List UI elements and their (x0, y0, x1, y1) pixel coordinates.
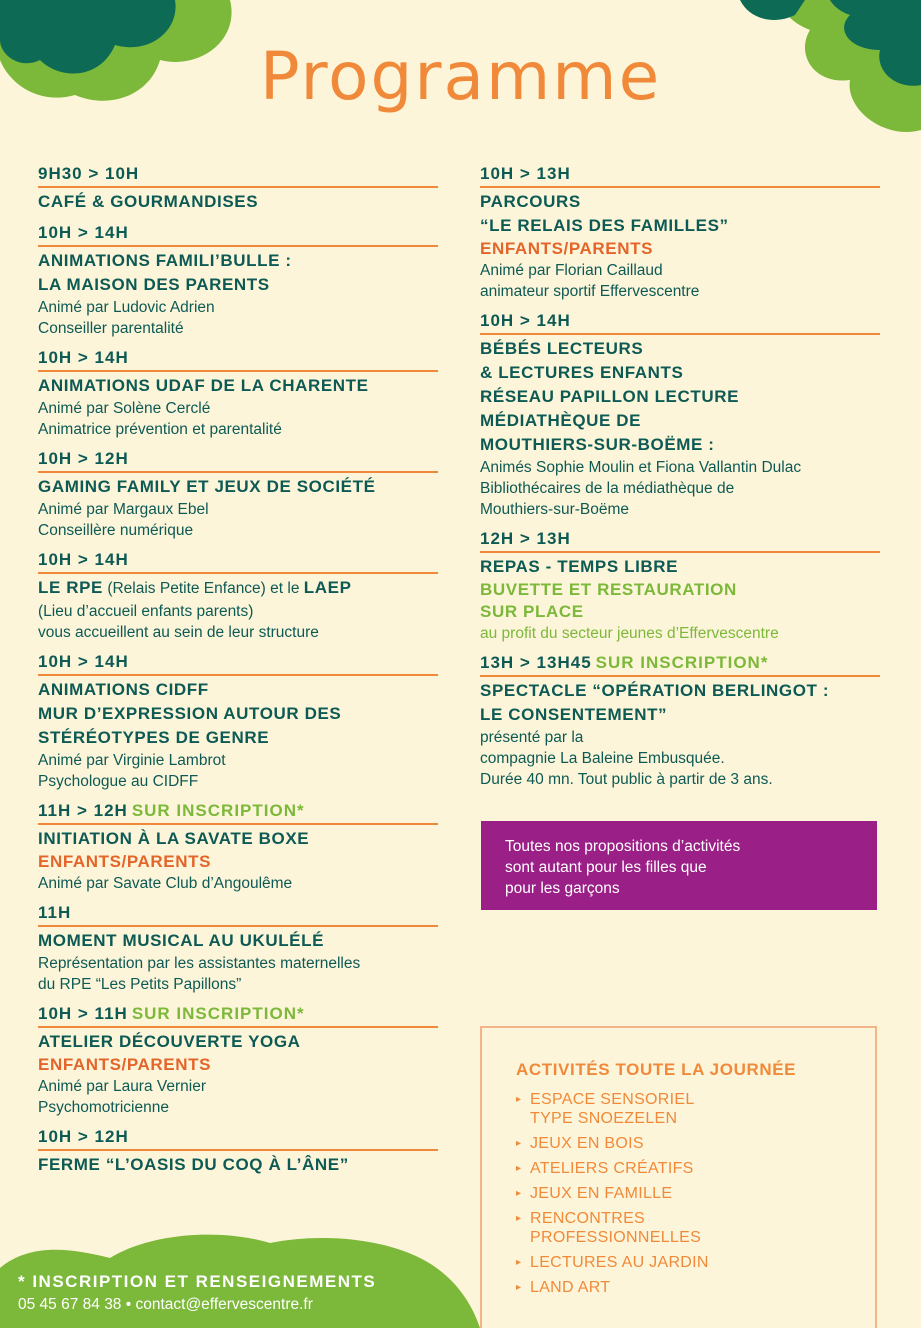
activity-label (530, 1090, 695, 1128)
time-slot (38, 222, 438, 247)
activity-heading: BÉBÉS LECTEURS (480, 339, 644, 358)
triangle-bullet-icon: ▸ (516, 1094, 522, 1105)
time-range: 11H (38, 903, 72, 922)
activity-label (530, 1184, 672, 1203)
activity-description: vous accueillent au sein de leur structure (38, 624, 319, 641)
time-slot (38, 800, 438, 825)
rpe-label: LE RPE (38, 578, 104, 597)
time-slot (38, 902, 438, 927)
activity-list-item (516, 1253, 841, 1272)
activity-list-item (516, 1278, 841, 1297)
notice-line: pour les garçons (505, 880, 620, 897)
activity-label-line: PROFESSIONNELLES (530, 1229, 702, 1246)
program-item (480, 528, 880, 644)
audience-tag: ENFANTS/PARENTS (38, 1055, 212, 1074)
activity-heading: SPECTACLE “OPÉRATION BERLINGOT : (480, 681, 830, 700)
program-item (480, 652, 880, 790)
time-range: 12H > 13H (480, 529, 571, 548)
activity-label (530, 1278, 610, 1297)
time-slot (38, 651, 438, 676)
activity-heading (38, 576, 438, 601)
registration-required-label: SUR INSCRIPTION* (131, 1004, 305, 1023)
activity-label-line: RENCONTRES (530, 1210, 646, 1227)
activity-label-line: JEUX EN FAMILLE (530, 1185, 673, 1202)
triangle-bullet-icon: ▸ (516, 1188, 522, 1199)
footer-title: * INSCRIPTION ET RENSEIGNEMENTS (18, 1272, 377, 1291)
activity-list-item (516, 1209, 841, 1247)
activity-description: du RPE “Les Petits Papillons” (38, 976, 242, 993)
activity-heading: REPAS - TEMPS LIBRE (480, 557, 679, 576)
activity-label-line: LAND ART (530, 1279, 611, 1296)
activity-heading: MÉDIATHÈQUE DE (480, 411, 642, 430)
activity-description: Animé par Virginie Lambrot (38, 752, 226, 769)
activity-heading: & LECTURES ENFANTS (480, 363, 684, 382)
activity-heading: ANIMATIONS FAMILI’BULLE : (38, 251, 292, 270)
activity-heading: MOMENT MUSICAL AU UKULÉLÉ (38, 931, 325, 950)
activity-heading: STÉRÉOTYPES DE GENRE (38, 728, 270, 747)
activity-heading: ANIMATIONS UDAF DE LA CHARENTE (38, 376, 369, 395)
activity-heading: GAMING FAMILY ET JEUX DE SOCIÉTÉ (38, 477, 376, 496)
activity-label (530, 1159, 694, 1178)
time-range: 10H > 14H (38, 550, 129, 569)
time-slot (480, 310, 880, 335)
activity-description: Bibliothécaires de la médiathèque de (480, 480, 735, 497)
activity-description: Animé par Savate Club d’Angoulême (38, 875, 293, 892)
program-item (38, 448, 438, 541)
activity-label-line: TYPE SNOEZELEN (530, 1110, 678, 1127)
program-item (38, 549, 438, 643)
activities-list (516, 1090, 841, 1297)
triangle-bullet-icon: ▸ (516, 1213, 522, 1224)
laep-label: LAEP (303, 578, 352, 597)
program-item (38, 222, 438, 339)
activity-label-line: LECTURES AU JARDIN (530, 1254, 709, 1271)
program-item (38, 1003, 438, 1118)
activity-label-line: ESPACE SENSORIEL (530, 1091, 695, 1108)
time-range: 10H > 14H (38, 223, 129, 242)
activity-label-line: JEUX EN BOIS (530, 1135, 644, 1152)
activity-description: Animés Sophie Moulin et Fiona Vallantin Dulac (480, 459, 802, 476)
activity-heading: LE CONSENTEMENT” (480, 705, 668, 724)
activity-heading: RÉSEAU PAPILLON LECTURE (480, 387, 740, 406)
time-slot (480, 528, 880, 553)
activity-heading: FERME “L’OASIS DU COQ À L’ÂNE” (38, 1155, 349, 1174)
activity-description: présenté par la (480, 729, 584, 746)
program-item (38, 800, 438, 894)
activity-description: Psychologue au CIDFF (38, 773, 199, 790)
time-range: 10H > 12H (38, 1127, 129, 1146)
activity-heading: PARCOURS (480, 192, 581, 211)
time-range: 10H > 14H (38, 348, 129, 367)
time-range: 9H30 > 10H (38, 164, 140, 183)
registration-required-label: SUR INSCRIPTION* (595, 653, 769, 672)
registration-required-label: SUR INSCRIPTION* (131, 801, 305, 820)
activity-description: (Lieu d’accueil enfants parents) (38, 603, 254, 620)
program-item (480, 163, 880, 302)
activity-description: Représentation par les assistantes maternelles (38, 955, 361, 972)
program-item (480, 310, 880, 520)
footer (18, 1271, 376, 1317)
time-slot (38, 1003, 438, 1028)
activity-description: Animé par Laura Vernier (38, 1078, 207, 1095)
time-slot (38, 347, 438, 372)
activity-description: Conseillère numérique (38, 522, 194, 539)
time-slot (480, 652, 880, 677)
activity-list-item (516, 1090, 841, 1128)
footer-contact[interactable]: 05 45 67 84 38 • contact@effervescentre.fr (18, 1296, 313, 1313)
page-title: Programme (259, 38, 662, 115)
activity-description: Conseiller parentalité (38, 320, 184, 337)
activities-title: ACTIVITÉS TOUTE LA JOURNÉE (516, 1060, 797, 1079)
activity-description: Animé par Margaux Ebel (38, 501, 209, 518)
all-day-activities-box (480, 1026, 877, 1328)
activity-description: compagnie La Baleine Embusquée. (480, 750, 725, 767)
activity-description: au profit du secteur jeunes d’Effervescentre (480, 625, 779, 642)
activity-description: Animatrice prévention et parentalité (38, 421, 282, 438)
activity-label (530, 1209, 701, 1247)
time-slot (38, 549, 438, 574)
activity-heading: INITIATION À LA SAVATE BOXE (38, 829, 310, 848)
activity-description: Animé par Florian Caillaud (480, 262, 663, 279)
activity-list-item (516, 1184, 841, 1203)
triangle-bullet-icon: ▸ (516, 1163, 522, 1174)
time-range: 10H > 13H (480, 164, 571, 183)
activity-description: Psychomotricienne (38, 1099, 169, 1116)
activity-list-item (516, 1159, 841, 1178)
activity-description: animateur sportif Effervescentre (480, 283, 700, 300)
rpe-description: (Relais Petite Enfance) et le (103, 580, 304, 597)
time-range: 13H > 13H45 (480, 653, 592, 672)
notice-line: Toutes nos propositions d’activités (505, 838, 741, 855)
activity-description: Animé par Solène Cerclé (38, 400, 211, 417)
activity-label-line: ATELIERS CRÉATIFS (530, 1160, 694, 1177)
audience-tag: ENFANTS/PARENTS (480, 239, 654, 258)
inclusion-notice (481, 821, 877, 910)
activity-label (530, 1134, 644, 1153)
activity-label (530, 1253, 709, 1272)
program-item (38, 651, 438, 792)
highlight-heading: BUVETTE ET RESTAURATION (480, 580, 737, 599)
activity-heading: LA MAISON DES PARENTS (38, 275, 270, 294)
time-slot (38, 448, 438, 473)
activity-list-item (516, 1134, 841, 1153)
triangle-bullet-icon: ▸ (516, 1257, 522, 1268)
activity-heading: “LE RELAIS DES FAMILLES” (480, 216, 729, 235)
activity-heading: ATELIER DÉCOUVERTE YOGA (38, 1032, 301, 1051)
activity-heading: CAFÉ & GOURMANDISES (38, 192, 259, 211)
highlight-heading: SUR PLACE (480, 602, 584, 621)
triangle-bullet-icon: ▸ (516, 1282, 522, 1293)
activity-description: Durée 40 mn. Tout public à partir de 3 ans. (480, 771, 773, 788)
program-right-column (480, 163, 880, 798)
program-left-column (38, 163, 438, 1185)
time-slot (480, 163, 880, 188)
time-slot (38, 1126, 438, 1151)
audience-tag: ENFANTS/PARENTS (38, 852, 212, 871)
triangle-bullet-icon: ▸ (516, 1138, 522, 1149)
program-item (38, 347, 438, 440)
activity-description: Mouthiers-sur-Boëme (480, 501, 630, 518)
time-slot (38, 163, 438, 188)
activity-heading: MOUTHIERS-SUR-BOËME : (480, 435, 715, 454)
program-item (38, 1126, 438, 1177)
program-item (38, 902, 438, 995)
program-item (38, 163, 438, 214)
activity-heading: ANIMATIONS CIDFF (38, 680, 209, 699)
activity-heading: MUR D’EXPRESSION AUTOUR DES (38, 704, 342, 723)
time-range: 10H > 11H (38, 1004, 128, 1023)
time-range: 10H > 14H (38, 652, 129, 671)
time-range: 11H > 12H (38, 801, 128, 820)
time-range: 10H > 12H (38, 449, 129, 468)
activity-description: Animé par Ludovic Adrien (38, 299, 215, 316)
time-range: 10H > 14H (480, 311, 571, 330)
notice-line: sont autant pour les filles que (505, 859, 707, 876)
